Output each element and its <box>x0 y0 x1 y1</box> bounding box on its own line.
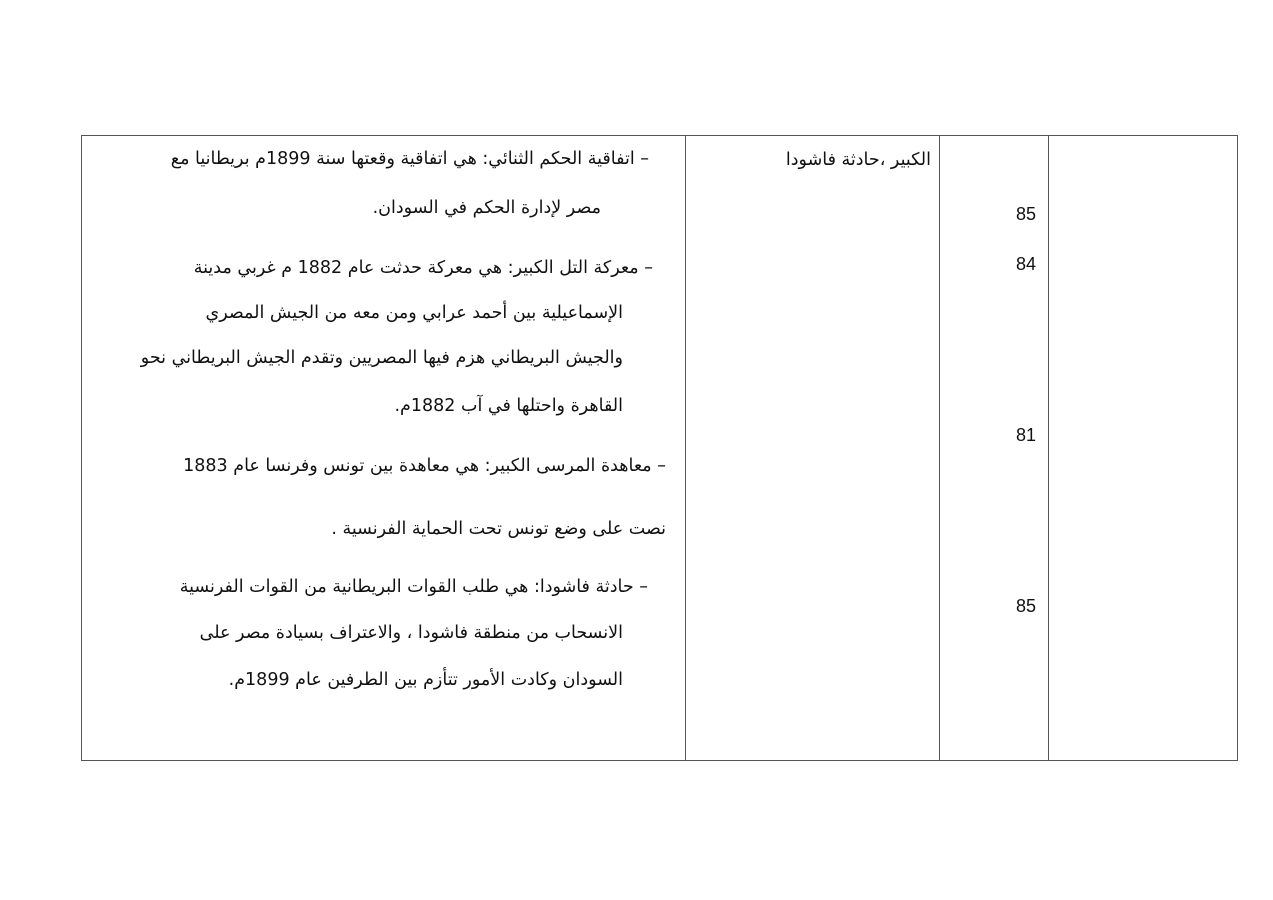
page-number: 81 <box>1016 425 1037 445</box>
definition-line: الإسماعيلية بين أحمد عرابي ومن معه من الجيش المصري <box>205 303 623 323</box>
definition-line: نصت على وضع تونس تحت الحماية الفرنسية . <box>331 519 666 539</box>
definition-line: القاهرة واحتلها في آب 1882م. <box>394 396 623 416</box>
terms-table <box>81 135 1238 761</box>
definition-line: – اتفاقية الحكم الثنائي: هي اتفاقية وقعتها سنة 1899م بريطانيا مع <box>170 149 649 169</box>
definition-line: – حادثة فاشودا: هي طلب القوات البريطانية من القوات الفرنسية <box>179 577 648 597</box>
definition-line: – معركة التل الكبير: هي معركة حدثت عام 1882 م غربي مدينة <box>193 258 653 278</box>
definition-line: الانسحاب من منطقة فاشودا ، والاعتراف بسيادة مصر على <box>199 623 623 643</box>
column-divider-3 <box>1048 136 1049 760</box>
page-number: 85 <box>1016 596 1037 616</box>
column-divider-2 <box>939 136 940 760</box>
topic-cell-text: الكبير ،حادثة فاشودا <box>785 150 931 170</box>
definition-line: والجيش البريطاني هزم فيها المصريين وتقدم الجيش البريطاني نحو <box>140 348 623 368</box>
definition-line: السودان وكادت الأمور تتأزم بين الطرفين عام 1899م. <box>228 670 623 690</box>
page-number: 85 <box>1016 204 1037 224</box>
definition-line: – معاهدة المرسى الكبير: هي معاهدة بين تونس وفرنسا عام 1883 <box>183 456 666 476</box>
column-divider-1 <box>685 136 686 760</box>
page-number: 84 <box>1016 254 1037 274</box>
definition-line: مصر لإدارة الحكم في السودان. <box>372 198 601 218</box>
